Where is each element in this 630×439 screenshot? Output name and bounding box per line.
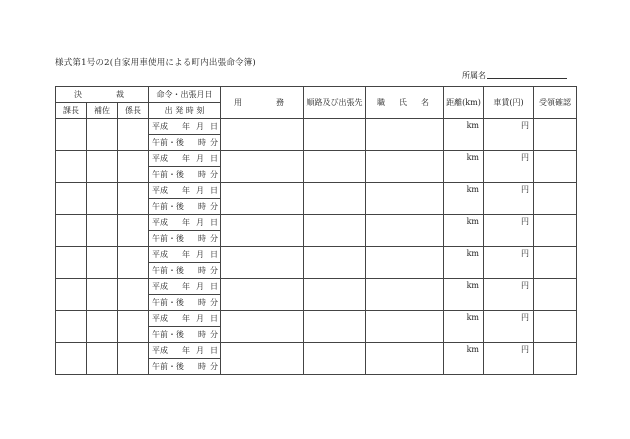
fare-field[interactable] (484, 119, 534, 151)
assistant-seal[interactable] (87, 247, 118, 279)
name-field[interactable] (366, 119, 444, 151)
subsection-chief-header: 係長 (118, 103, 149, 119)
route-field[interactable] (304, 151, 366, 183)
era-label: 平成 (152, 314, 168, 323)
subsection-chief-seal[interactable] (118, 247, 149, 279)
section-chief-seal[interactable] (56, 151, 87, 183)
route-field[interactable] (304, 279, 366, 311)
assistant-seal[interactable] (87, 119, 118, 151)
month-label: 月 (196, 186, 204, 195)
ampm-label: 午前・後 (152, 330, 184, 339)
yen-unit: 円 (521, 185, 529, 194)
departure-time-field[interactable] (149, 263, 221, 279)
department-label: 所属名 (462, 71, 486, 80)
header-row-1 (56, 87, 577, 103)
order-date-field[interactable] (149, 183, 221, 199)
ampm-label: 午前・後 (152, 138, 184, 147)
era-label: 平成 (152, 154, 168, 163)
assistant-seal[interactable] (87, 183, 118, 215)
receipt-field[interactable] (534, 311, 577, 343)
departure-time-field[interactable] (149, 359, 221, 375)
yen-unit: 円 (521, 281, 529, 290)
ampm-label: 午前・後 (152, 362, 184, 371)
departure-time-field[interactable] (149, 295, 221, 311)
departure-time-field[interactable] (149, 327, 221, 343)
route-field[interactable] (304, 119, 366, 151)
order-date-field[interactable] (149, 247, 221, 263)
month-label: 月 (196, 314, 204, 323)
era-label: 平成 (152, 186, 168, 195)
route-field[interactable] (304, 183, 366, 215)
section-chief-seal[interactable] (56, 247, 87, 279)
name-field[interactable] (366, 279, 444, 311)
hour-label: 時 (198, 330, 206, 339)
purpose-field[interactable] (221, 343, 304, 375)
assistant-seal[interactable] (87, 343, 118, 375)
year-label: 年 (182, 282, 190, 291)
month-label: 月 (196, 282, 204, 291)
km-unit: km (466, 281, 479, 290)
receipt-field[interactable] (534, 183, 577, 215)
departure-time-field[interactable] (149, 231, 221, 247)
table-row (56, 183, 577, 199)
route-header: 順路及び出張先 (304, 87, 366, 119)
subsection-chief-seal[interactable] (118, 151, 149, 183)
hour-label: 時 (198, 138, 206, 147)
subsection-chief-seal[interactable] (118, 183, 149, 215)
order-date-field[interactable] (149, 343, 221, 359)
subsection-chief-seal[interactable] (118, 343, 149, 375)
section-chief-seal[interactable] (56, 119, 87, 151)
km-unit: km (466, 185, 479, 194)
day-label: 日 (210, 218, 218, 227)
receipt-field[interactable] (534, 215, 577, 247)
ampm-label: 午前・後 (152, 234, 184, 243)
section-chief-seal[interactable] (56, 279, 87, 311)
route-field[interactable] (304, 215, 366, 247)
name-field[interactable] (366, 215, 444, 247)
distance-field[interactable] (444, 311, 484, 343)
approval-header: 決 裁 (56, 87, 149, 103)
yen-unit: 円 (521, 121, 529, 130)
hour-label: 時 (198, 234, 206, 243)
receipt-field[interactable] (534, 343, 577, 375)
km-unit: km (466, 249, 479, 258)
month-label: 月 (196, 154, 204, 163)
ampm-label: 午前・後 (152, 298, 184, 307)
name-header: 職 氏 名 (366, 87, 444, 119)
subsection-chief-seal[interactable] (118, 215, 149, 247)
year-label: 年 (182, 154, 190, 163)
form-title: 様式第1号の2(自家用車使用による町内出張命令簿) (55, 58, 256, 68)
km-unit: km (466, 345, 479, 354)
hour-label: 時 (198, 266, 206, 275)
fare-field[interactable] (484, 151, 534, 183)
order-date-field[interactable] (149, 279, 221, 295)
purpose-field[interactable] (221, 119, 304, 151)
purpose-field[interactable] (221, 151, 304, 183)
subsection-chief-seal[interactable] (118, 279, 149, 311)
year-label: 年 (182, 122, 190, 131)
subsection-chief-seal[interactable] (118, 311, 149, 343)
order-date-field[interactable] (149, 311, 221, 327)
receipt-field[interactable] (534, 279, 577, 311)
purpose-field[interactable] (221, 247, 304, 279)
departure-time-field[interactable] (149, 199, 221, 215)
order-date-field[interactable] (149, 215, 221, 231)
assistant-seal[interactable] (87, 151, 118, 183)
departure-time-field[interactable] (149, 167, 221, 183)
name-field[interactable] (366, 247, 444, 279)
table-row (56, 247, 577, 263)
distance-field[interactable] (444, 183, 484, 215)
table-row (56, 151, 577, 167)
departure-time-field[interactable] (149, 135, 221, 151)
minute-label: 分 (210, 330, 218, 339)
receipt-header: 受領確認 (534, 87, 577, 119)
fare-field[interactable] (484, 183, 534, 215)
day-label: 日 (210, 282, 218, 291)
table-row (56, 119, 577, 135)
km-unit: km (466, 153, 479, 162)
ampm-label: 午前・後 (152, 266, 184, 275)
table-row (56, 215, 577, 231)
yen-unit: 円 (521, 249, 529, 258)
yen-unit: 円 (521, 217, 529, 226)
fare-field[interactable] (484, 215, 534, 247)
section-chief-seal[interactable] (56, 343, 87, 375)
purpose-header: 用 務 (221, 87, 304, 119)
distance-field[interactable] (444, 151, 484, 183)
order-date-header: 命令・出張月日 (149, 87, 221, 103)
minute-label: 分 (210, 234, 218, 243)
receipt-field[interactable] (534, 151, 577, 183)
ampm-label: 午前・後 (152, 202, 184, 211)
purpose-field[interactable] (221, 311, 304, 343)
minute-label: 分 (210, 298, 218, 307)
hour-label: 時 (198, 202, 206, 211)
ampm-label: 午前・後 (152, 170, 184, 179)
era-label: 平成 (152, 122, 168, 131)
fare-header: 車賃(円) (484, 87, 534, 119)
year-label: 年 (182, 218, 190, 227)
table-row (56, 279, 577, 295)
day-label: 日 (210, 186, 218, 195)
purpose-field[interactable] (221, 183, 304, 215)
assistant-seal[interactable] (87, 215, 118, 247)
fare-field[interactable] (484, 279, 534, 311)
purpose-field[interactable] (221, 279, 304, 311)
yen-unit: 円 (521, 153, 529, 162)
route-field[interactable] (304, 311, 366, 343)
era-label: 平成 (152, 282, 168, 291)
year-label: 年 (182, 186, 190, 195)
month-label: 月 (196, 218, 204, 227)
hour-label: 時 (198, 362, 206, 371)
day-label: 日 (210, 250, 218, 259)
trip-rows (56, 119, 577, 375)
distance-field[interactable] (444, 119, 484, 151)
section-chief-seal[interactable] (56, 183, 87, 215)
minute-label: 分 (210, 266, 218, 275)
yen-unit: 円 (521, 313, 529, 322)
fare-field[interactable] (484, 343, 534, 375)
month-label: 月 (196, 250, 204, 259)
table-row (56, 343, 577, 359)
assistant-header: 補佐 (87, 103, 118, 119)
year-label: 年 (182, 346, 190, 355)
day-label: 日 (210, 122, 218, 131)
distance-field[interactable] (444, 279, 484, 311)
name-field[interactable] (366, 183, 444, 215)
year-label: 年 (182, 314, 190, 323)
receipt-field[interactable] (534, 119, 577, 151)
distance-field[interactable] (444, 215, 484, 247)
distance-field[interactable] (444, 247, 484, 279)
route-field[interactable] (304, 247, 366, 279)
distance-header: 距離(km) (444, 87, 484, 119)
section-chief-seal[interactable] (56, 311, 87, 343)
fare-field[interactable] (484, 247, 534, 279)
departure-time-header: 出 発 時 刻 (149, 103, 221, 119)
hour-label: 時 (198, 298, 206, 307)
era-label: 平成 (152, 218, 168, 227)
table-row (56, 311, 577, 327)
era-label: 平成 (152, 346, 168, 355)
km-unit: km (466, 121, 479, 130)
hour-label: 時 (198, 170, 206, 179)
section-chief-header: 課長 (56, 103, 87, 119)
assistant-seal[interactable] (87, 311, 118, 343)
minute-label: 分 (210, 202, 218, 211)
order-date-field[interactable] (149, 151, 221, 167)
month-label: 月 (196, 346, 204, 355)
trip-order-table (55, 86, 577, 375)
yen-unit: 円 (521, 345, 529, 354)
name-field[interactable] (366, 343, 444, 375)
name-field[interactable] (366, 151, 444, 183)
km-unit: km (466, 313, 479, 322)
day-label: 日 (210, 314, 218, 323)
minute-label: 分 (210, 362, 218, 371)
era-label: 平成 (152, 250, 168, 259)
day-label: 日 (210, 346, 218, 355)
receipt-field[interactable] (534, 247, 577, 279)
distance-field[interactable] (444, 343, 484, 375)
day-label: 日 (210, 154, 218, 163)
km-unit: km (466, 217, 479, 226)
subsection-chief-seal[interactable] (118, 119, 149, 151)
minute-label: 分 (210, 170, 218, 179)
fare-field[interactable] (484, 311, 534, 343)
department-input-line[interactable] (487, 78, 567, 79)
year-label: 年 (182, 250, 190, 259)
route-field[interactable] (304, 343, 366, 375)
purpose-field[interactable] (221, 215, 304, 247)
section-chief-seal[interactable] (56, 215, 87, 247)
month-label: 月 (196, 122, 204, 131)
order-date-field[interactable] (149, 119, 221, 135)
name-field[interactable] (366, 311, 444, 343)
minute-label: 分 (210, 138, 218, 147)
assistant-seal[interactable] (87, 279, 118, 311)
